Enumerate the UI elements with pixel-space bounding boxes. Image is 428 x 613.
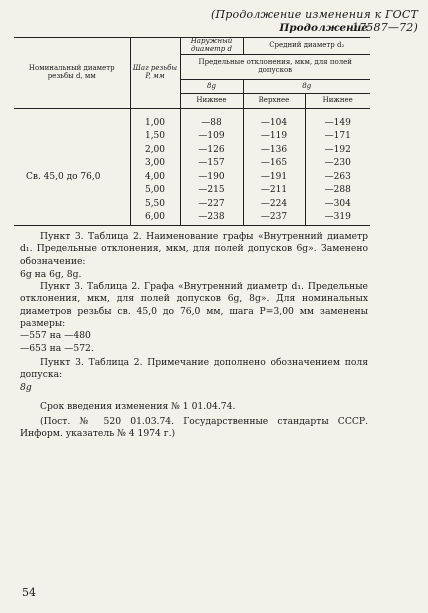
inner-lower-cell: —263 <box>305 171 370 185</box>
inner-lower-cell: —288 <box>305 184 370 198</box>
paragraph-3b: 8g <box>20 381 32 393</box>
outer-lower-cell: —215 <box>180 184 243 198</box>
header-lower-left: Нижнее <box>180 94 243 109</box>
paragraph-4: Срок введения изменения № 1 01.04.74. <box>40 400 236 412</box>
inner-upper-cell: —136 <box>243 144 305 158</box>
outer-lower-cell: —157 <box>180 157 243 171</box>
inner-lower-cell: —230 <box>305 157 370 171</box>
range-label: Св. 45,0 до 76,0 <box>26 171 101 182</box>
range-cell <box>14 130 130 144</box>
page-number: 54 <box>22 586 36 599</box>
range-cell <box>14 144 130 158</box>
range-cell <box>14 157 130 171</box>
amendment-text <box>20 231 368 441</box>
table-row <box>14 117 370 131</box>
inner-upper-cell: —104 <box>243 117 305 131</box>
pitch-cell: 1,00 <box>130 117 180 131</box>
table-row <box>14 130 370 144</box>
thread-table <box>14 37 370 226</box>
inner-lower-cell: —304 <box>305 198 370 212</box>
pitch-cell: 4,00 <box>130 171 180 185</box>
header-nominal-diameter: Номинальный диаметр резьбы d, мм <box>14 38 130 109</box>
inner-upper-cell: —224 <box>243 198 305 212</box>
table-row <box>14 184 370 198</box>
header-inner-diameter: Средний диаметр d₂ <box>243 38 370 55</box>
range-cell <box>14 211 130 225</box>
pitch-cell: 5,00 <box>130 184 180 198</box>
header-outer-diameter: Наружный диаметр d <box>180 38 243 55</box>
inner-upper-cell: —119 <box>243 130 305 144</box>
continuation-label: Продолжение <box>279 22 368 34</box>
pitch-cell: 6,00 <box>130 211 180 225</box>
header-field-left: 8g <box>180 80 243 94</box>
inner-lower-cell: —192 <box>305 144 370 158</box>
outer-lower-cell: —88 <box>180 117 243 131</box>
paragraph-2b: —653 на —572. <box>20 342 94 354</box>
pitch-cell: 5,50 <box>130 198 180 212</box>
pitch-cell: 3,00 <box>130 157 180 171</box>
header-pitch: Шаг резьбы P, мм <box>130 38 180 109</box>
inner-lower-cell: —149 <box>305 117 370 131</box>
outer-lower-cell: —227 <box>180 198 243 212</box>
range-cell <box>14 117 130 131</box>
header-lower-right: Нижнее <box>305 94 370 109</box>
inner-upper-cell: —237 <box>243 211 305 225</box>
range-cell <box>14 184 130 198</box>
paragraph-3: Пункт 3. Таблица 2. Примечание дополнено обозначением поля допуска: <box>20 356 368 381</box>
outer-lower-cell: —238 <box>180 211 243 225</box>
outer-lower-cell: —109 <box>180 130 243 144</box>
table-row <box>14 171 370 185</box>
paragraph-1: Пункт 3. Таблица 2. Наименование графы «Внутренний диаметр d₁. Предельные отклонения, мкм, для полей допусков 6g». Заменено обозначение: <box>20 231 368 267</box>
header-upper: Верхнее <box>243 94 305 109</box>
paragraph-2: Пункт 3. Таблица 2. Графа «Внутренний диаметр d₁. Предельные отклонения, мкм, для полей допусков 6g, 8g». Для номинальных диаметров резьбы св. 45,0 до 76,0 мм, шага P=3,00 мм заменены размеры: <box>20 281 368 330</box>
inner-upper-cell: —211 <box>243 184 305 198</box>
table-row <box>14 144 370 158</box>
paragraph-1b: 6g на 6g, 8g. <box>20 268 82 280</box>
table-row <box>14 198 370 212</box>
inner-lower-cell: —319 <box>305 211 370 225</box>
outer-lower-cell: —126 <box>180 144 243 158</box>
outer-lower-cell: —190 <box>180 171 243 185</box>
page-header-title: (Продолжение изменения к ГОСТ 17587—72) <box>211 8 418 34</box>
range-cell <box>14 198 130 212</box>
header-field-right: 8g <box>243 80 370 94</box>
paragraph-2a: —557 на —480 <box>20 330 91 342</box>
inner-upper-cell: —191 <box>243 171 305 185</box>
inner-lower-cell: —171 <box>305 130 370 144</box>
pitch-cell: 1,50 <box>130 130 180 144</box>
header-deviations: Предельные отклонения, мкм, для полей допусков <box>180 55 370 80</box>
table-row <box>14 157 370 171</box>
inner-upper-cell: —165 <box>243 157 305 171</box>
table-row <box>14 211 370 225</box>
paragraph-5: (Пост. № 520 01.03.74. Государственные стандарты СССР. Информ. указатель № 4 1974 г.) <box>20 416 368 440</box>
pitch-cell: 2,00 <box>130 144 180 158</box>
